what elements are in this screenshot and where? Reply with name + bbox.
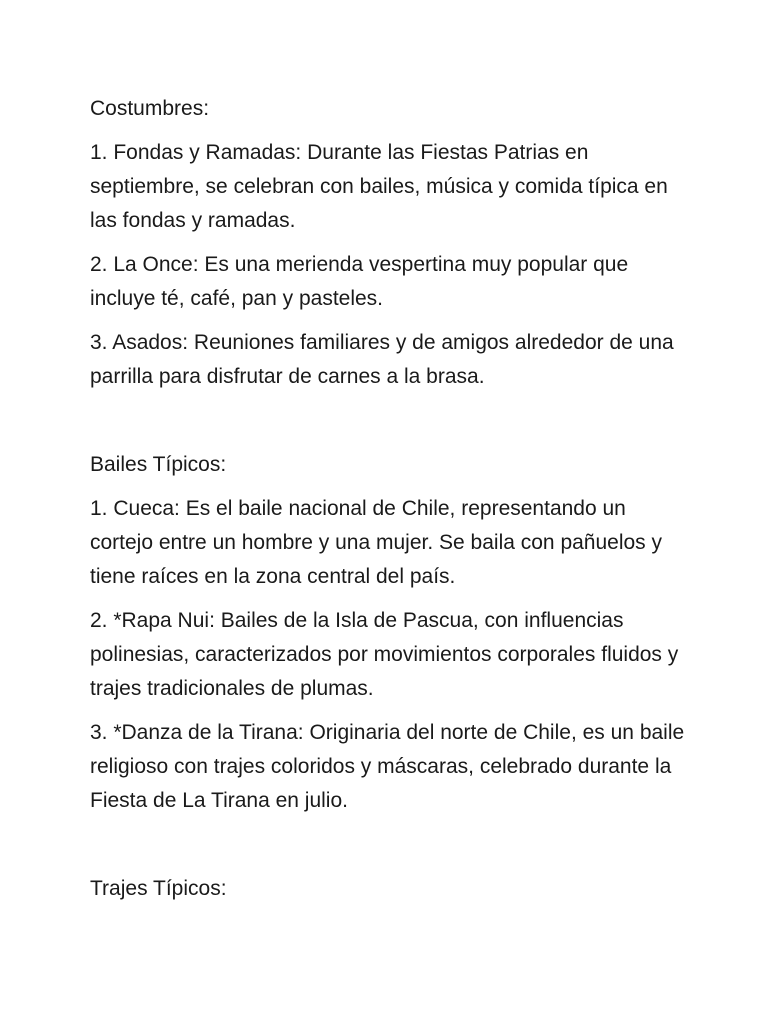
document-body bbox=[90, 92, 690, 916]
section-heading: Bailes Típicos: bbox=[90, 453, 227, 476]
section-heading: Costumbres: bbox=[90, 97, 210, 120]
section-trajes-tipicos bbox=[90, 872, 690, 906]
list-item: 3. *Danza de la Tirana: Originaria del norte de Chile, es un baile religioso con trajes coloridos y máscaras, celebrado durante la Fiesta de La Tirana en julio. bbox=[90, 721, 685, 812]
section-heading: Trajes Típicos: bbox=[90, 877, 227, 900]
section-spacer bbox=[90, 404, 690, 448]
list-item: 3. Asados: Reuniones familiares y de amigos alrededor de una parrilla para disfrutar de carnes a la brasa. bbox=[90, 331, 674, 388]
section-costumbres bbox=[90, 92, 690, 394]
section-bailes-tipicos bbox=[90, 448, 690, 818]
list-item: 1. Cueca: Es el baile nacional de Chile, representando un cortejo entre un hombre y una mujer. Se baila con pañuelos y tiene raíces en la zona central del país. bbox=[90, 497, 663, 588]
list-item: 2. La Once: Es una merienda vespertina muy popular que incluye té, café, pan y pasteles. bbox=[90, 253, 629, 310]
list-item: 1. Fondas y Ramadas: Durante las Fiestas Patrias en septiembre, se celebran con bailes, música y comida típica en las fondas y ramadas. bbox=[90, 141, 668, 232]
section-spacer bbox=[90, 828, 690, 872]
list-item: 2. *Rapa Nui: Bailes de la Isla de Pascua, con influencias polinesias, caracterizados por movimientos corporales fluidos y trajes tradicionales de plumas. bbox=[90, 609, 679, 700]
